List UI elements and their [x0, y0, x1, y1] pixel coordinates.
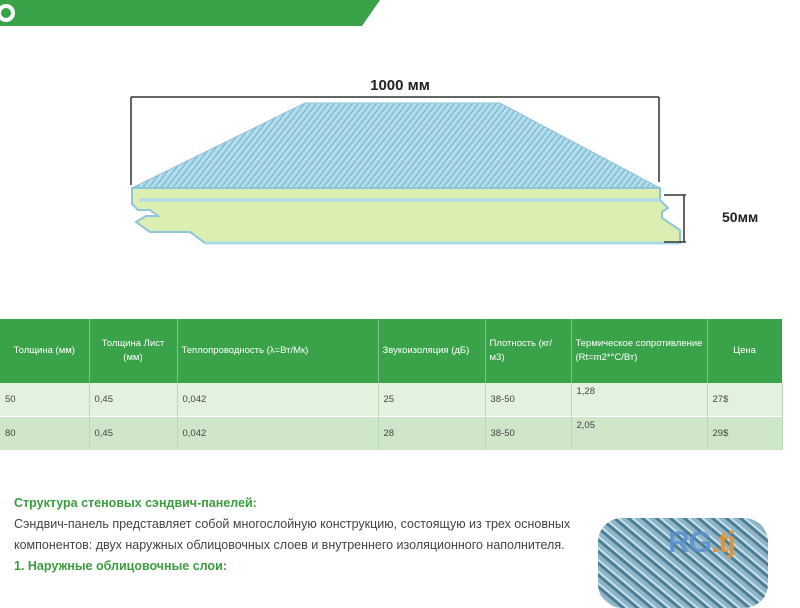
structure-section: [14, 493, 574, 577]
watermark-rg: RG: [668, 526, 711, 559]
panel-top-surface: [132, 103, 660, 200]
cell-resistance: 2,05: [571, 417, 707, 451]
header-conductivity: Теплопроводность (λ=Вт/Мк): [177, 319, 378, 383]
cell-sound: 25: [378, 383, 485, 417]
cell-sound: 28: [378, 417, 485, 451]
cell-density: 38-50: [485, 383, 571, 417]
table-row: [0, 417, 782, 451]
cell-sheet: 0,45: [89, 417, 177, 451]
width-label: 1000 мм: [370, 77, 430, 94]
cell-thickness: 50: [0, 383, 89, 417]
cell-price: 29$: [707, 417, 782, 451]
table-row: [0, 383, 782, 417]
header-price: Цена: [707, 319, 782, 383]
cell-resistance: 1,28: [571, 383, 707, 417]
watermark-tj: tj: [718, 526, 735, 559]
header-thickness: Толщина (мм): [0, 319, 89, 383]
cell-conductivity: 0,042: [177, 383, 378, 417]
top-banner: [0, 0, 380, 26]
cell-conductivity: 0,042: [177, 417, 378, 451]
cell-price: 27$: [707, 383, 782, 417]
header-sound-insulation: Звукоизоляция (дБ): [378, 319, 485, 383]
header-sheet-thickness: Толщина Лист (мм): [89, 319, 177, 383]
watermark-dot: .: [711, 526, 719, 559]
cell-density: 38-50: [485, 417, 571, 451]
cell-sheet: 0,45: [89, 383, 177, 417]
watermark: [668, 526, 735, 560]
header-thermal-resistance: Термическое сопротивление (Rt=m2*°C/Вт): [571, 319, 707, 383]
structure-item-1: 1. Наружные облицовочные слои:: [14, 559, 227, 573]
header-density: Плотность (кг/м3): [485, 319, 571, 383]
panel-core: [132, 188, 680, 243]
thickness-label: 50мм: [722, 209, 759, 225]
panel-diagram: [0, 70, 800, 270]
cell-thickness: 80: [0, 417, 89, 451]
structure-description: Сэндвич-панель представляет собой многослойную конструкцию, состоящую из трех основных компонентов: двух наружных облицовочных слоев и внутреннего изоляционного наполнителя.: [14, 517, 571, 552]
table-header-row: [0, 319, 782, 383]
structure-title: Структура стеновых сэндвич-панелей:: [14, 496, 257, 510]
specs-table: [0, 319, 783, 450]
